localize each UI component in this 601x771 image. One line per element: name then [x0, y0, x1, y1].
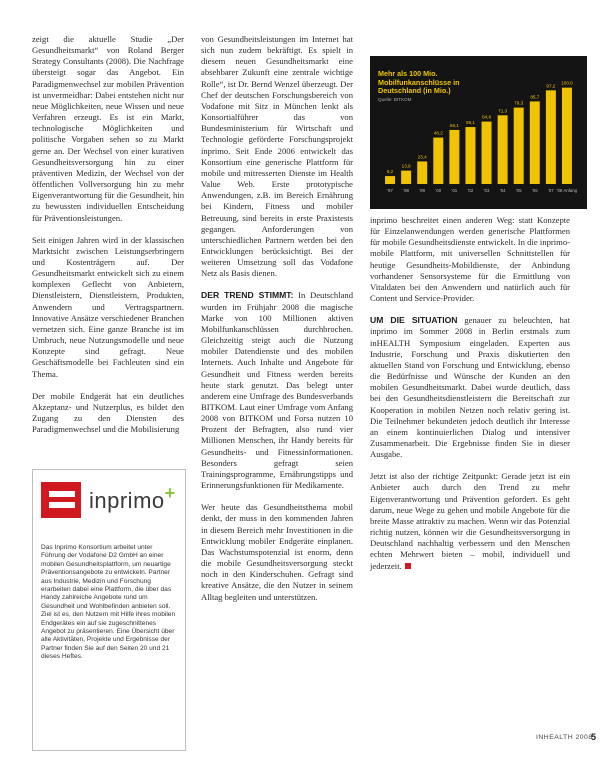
body-paragraph	[370, 471, 570, 571]
body-paragraph: Seit einigen Jahren wird in der klassischen Marktsicht zwischen Leistungserbringern und Kostenträgern auf. Der Gesundheitsmarkt entwickelt sich zu einem komplexen Geflecht von Anbietern, Dienstleistern, Dienstleistern, Produkten, Anwendern und Vertragspartnern. Innovative Ansätze verschiedener Branchen vernetzen sich. Eine ganze Branche ist im Umbruch, neue Nutzungsmodelle und neue Konzepte sind gefragt. Neue Geschäftsmodelle bei Fachleuten sind ein Thema.	[32, 234, 184, 379]
chart-bar	[449, 130, 459, 184]
chart-category-label: '98	[403, 188, 409, 193]
chart-category-label: '99	[419, 188, 426, 193]
section-subhead: DER TREND STIMMT:	[201, 290, 294, 301]
text-column-3	[370, 215, 570, 572]
chart-data-label: 13,9	[401, 163, 411, 169]
body-text: Jetzt ist also der richtige Zeitpunkt: Gerade jetzt ist ein Anbieter auch durch den Trend zu mehr Eigenverantwortung und Prävention gefordert. Es geht darum, neue Wege zu gehen und mobile Angebote für die breite Masse attraktiv zu machen. Wenn wir das Potenzial richtig nutzen, können wir die Gesundheitsversorgung in Deutschland nachhaltig verbessern und den Menschen echten Mehrwert bieten – mobil, individuell und jederzeit.	[370, 471, 570, 571]
chart-category-label: '04	[499, 188, 506, 193]
chart-category-label: '97	[387, 188, 393, 193]
body-paragraph: von Gesundheitsleistungen im Internet hat sich nun zudem bekräftigt. Es spielt in diesem neuen Gesundheitsmarkt eine absehbarer Zukunft eine zentrale wichtige Rolle“, ist Dr. Bernd Wenzel überzeugt. Der Chef der deutschen Forschungsbereich von Vodafone mit Sitz in München lenkt als Konsortialführer das von Bundesministerium für Wirtschaft und Technologie geförderte Forschungsprojekt inprimo. Seit Ende 2006 entwickelt das Konsortium eine generische Plattform für mobile und mitresserten Dienste im Health Value Web. Erste prototypische Anwendungen, z.B. im Bereich Ernährung bei Kindern, Fitness und mobiler Betreuung, sind bereits in erste Praxistests gegangen. Anforderungen von unterschiedlichen Partnern werden bei den Entwicklungen berücksichtigt. Bei der weiteren Umsetzung soll das Vodafone Netz als Basis dienen.	[201, 34, 353, 279]
chart-data-label: 48,2	[433, 130, 443, 136]
chart-data-label: 56,1	[449, 122, 459, 128]
inprimo-logo-mark-icon	[41, 482, 81, 518]
info-box-text: Das Inprimo Konsortium arbeitet unter Führung der Vodafone D2 GmbH an einer mobilen Gesundheitsplattform, um neuartige Präventionsangebote zu entwickeln. Partner aus Industrie, Medizin und Forschung erarbeiten dabei eine Plattform, die über das Handy zahlreiche Angebote rund um Gesundheit und Wohlbefinden anbieten soll. Ziel ist es, den Nutzern mit Hilfe ihres mobilen Endgerätes ein auf sie zugeschnittenes Angebot zu präsentieren. Eine Übersicht über alle Aktivitäten, Projekte und Ergebnisse der Partner finden Sie auf den Seiten 20 und 21 dieses Heftes.	[41, 544, 176, 661]
chart-data-label: 85,7	[530, 94, 540, 100]
subscriptions-chart	[370, 56, 587, 209]
text-column-1	[32, 34, 184, 435]
article-end-mark-icon	[405, 563, 411, 569]
chart-category-label: '06	[531, 188, 538, 193]
chart-data-label: 79,3	[514, 100, 524, 106]
chart-bar	[546, 90, 556, 184]
chart-bar	[465, 127, 475, 184]
chart-category-label: '00	[435, 188, 442, 193]
inprimo-logo: inprimo+	[89, 483, 176, 513]
chart-bar	[401, 171, 411, 184]
chart-bar	[530, 101, 540, 184]
section-paragraph	[370, 315, 570, 460]
body-paragraph: Der mobile Endgerät hat ein deutliches Akzeptanz- und Nutzerplus, es bildet den Zugang zu den Diensten des Paradigmenwechsel und die Mobilisierung	[32, 390, 184, 435]
section-paragraph	[201, 290, 353, 491]
chart-bar	[562, 88, 572, 184]
chart-data-label: 97,2	[546, 83, 556, 89]
body-paragraph: zeigt die aktuelle Studie „Der Gesundheitsmarkt“ von Roland Berger Strategy Consultants (2008). Die Nachfrage übersteigt sogar das Angebot. Ein Paradigmenwechsel zur mobilen Prävention ist unvermeidbar: Dabei entstehen nicht nur neue Möglichkeiten, neue Wissen und neue Verfahren erzeugt. Es ist ein Markt, technologische Möglichkeiten und politische Vorgaben sehen so zu Markt gerne an. Der Wechsel von einer kurativen Gesundheitsversorgung hin zu einer präventiven Medizin, der Wechsel von der öffentlichen Vollversorgung hin zu mehr Eigenverantwortung für die Gesundheit, hin zu bewussten individuellen Entscheidung für Präventionsleistungen.	[32, 34, 184, 223]
body-paragraph: Wer heute das Gesundheitsthema mobil denkt, der muss in den kommenden Jahren in diesem Bereich mehr Investitionen in die Entwicklung mobiler Endgeräte einplanen. Das Wachstumspotenzial ist enorm, denn die mobile Gesundheitsversorgung steckt noch in den Kinderschuhen. Gefragt sind kreative Ansätze, die den Nutzer in seinem Alltag begleiten und unterstützen.	[201, 502, 353, 602]
inprimo-logo-band	[33, 470, 185, 534]
chart-category-label: '03	[483, 188, 490, 193]
chart-data-label: 23,4	[417, 154, 427, 160]
chart-category-label: '08 Anfang	[556, 188, 578, 193]
chart-data-label: 59,1	[465, 120, 475, 126]
body-paragraph: inprimo beschreitet einen anderen Weg: statt Konzepte für Einzelanwendungen werden generische Plattformen für mobile Gesundheitsdienste entwickelt. In die inprimo-mobile Plattform, mit universellen Schnittstellen für heutige Gesundheits-Mobildienste, der Anbindung vorhandener Sensorsysteme für die Ermittlung von Vitaldaten bei den Anwendern und natürlich auch für Content und Service-Provider.	[370, 215, 570, 304]
magazine-name: INHEALTH 2008	[536, 734, 593, 741]
chart-bar	[482, 122, 492, 184]
chart-bar	[433, 138, 443, 184]
inprimo-info-box	[32, 469, 186, 751]
page-number: 5	[591, 732, 597, 742]
chart-data-label: 8,2	[386, 169, 394, 175]
chart-data-label: 71,3	[498, 108, 508, 114]
chart-bar	[417, 161, 427, 184]
body-text: genauer zu beleuchten, hat inprimo im Sommer 2008 in Berlin erstmals zum inHEALTH Symposium eingeladen. Experten aus Industrie, Forschung und Praxis diskutierten den aktuellen Stand von Forschung und Entwicklung, ebenso die Bedürfnisse und Wünsche der Kunden an den mobilen Gesundheitsmarkt. Dabei wurde deutlich, dass bei den Gesundheitsdienstleistern die Bereitschaft zur Kooperation in mobilen Netzen noch relativ gering ist. Die Teilnehmer bekundeten jedoch deutlich ihr Interesse an einem kontinuierlichen Dialog und intensiver Zusammenarbeit. Die Ergebnisse finden Sie in dieser Ausgabe.	[370, 315, 570, 460]
chart-data-label: 100,0	[561, 80, 573, 86]
section-subhead: UM DIE SITUATION	[370, 315, 458, 326]
chart-category-label: '01	[451, 188, 458, 193]
chart-category-label: '07	[548, 188, 554, 193]
chart-category-label: '05	[515, 188, 522, 193]
chart-bar	[385, 176, 395, 184]
chart-bar	[514, 108, 524, 184]
text-column-2	[201, 34, 353, 603]
chart-source: Quelle: BITKOM	[378, 97, 412, 102]
chart-category-label: '02	[467, 188, 474, 193]
body-text: In Deutschland wurden im Frühjahr 2008 die magische Marke von 100 Millionen aktiven Mobilfunkanschlüssen durchbrochen. Gleichzeitig steigt auch die Nutzung mobiler Datendienste und des mobilen Internets. Auch Inhalte und Angebote für Gesundheit und Fitness werden bereits heute stark genutzt. Das belegt unter anderem eine Umfrage des Bundesverbands BITKOM. Laut einer Umfrage vom Anfang 2008 von BITKOM und Forsa nutzen 10 Prozent der Befragten, also rund vier Millionen Menschen, ihr Handy bereits für Gesundheits- und Fitnessinformationen. Besonders gefragt seien Trainingsprogramme, Ernährungstipps und Erinnerungsfunktionen für Medikamente.	[201, 290, 353, 491]
chart-data-label: 64,8	[482, 114, 492, 120]
chart-bar	[498, 115, 508, 184]
chart-title: Mehr als 100 Mio. Mobilfunkanschlüsse in Deutschland (in Mio.)	[378, 69, 460, 96]
